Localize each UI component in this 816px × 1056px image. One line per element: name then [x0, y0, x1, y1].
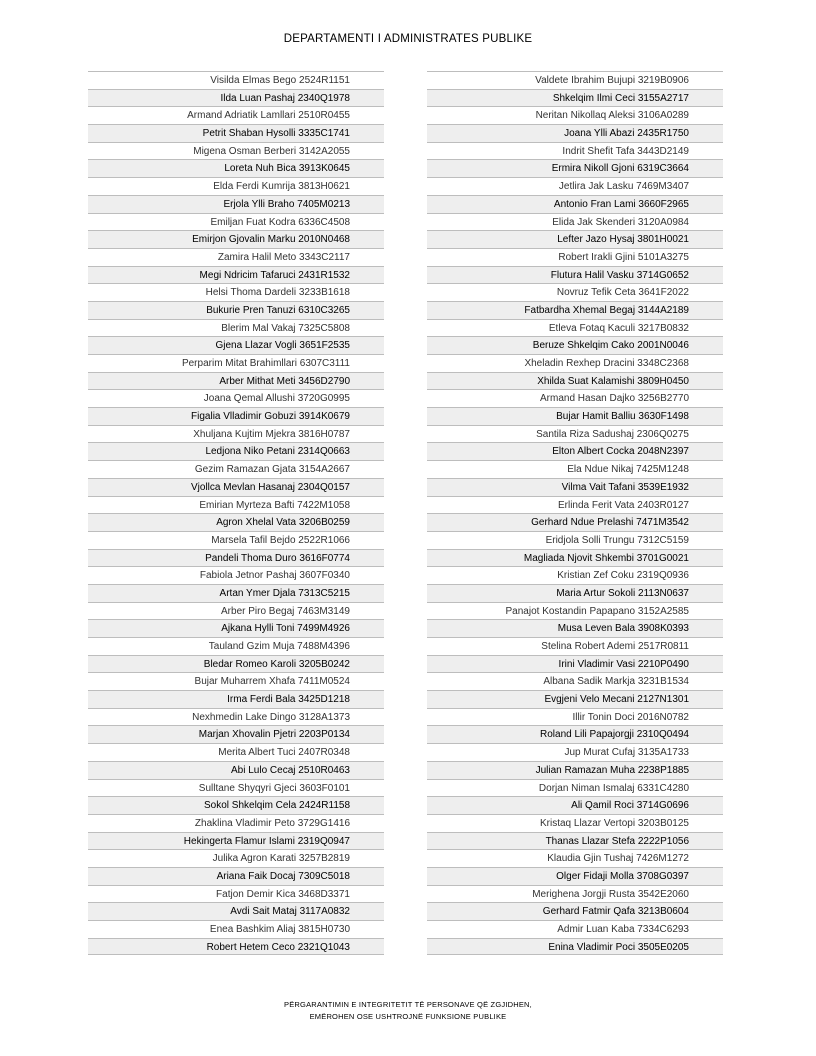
footer — [0, 999, 816, 1023]
list-item: Marjan Xhovalin Pjetri 2203P0134 — [88, 725, 384, 743]
list-item: Visilda Elmas Bego 2524R1151 — [88, 71, 384, 89]
list-item: Irma Ferdi Bala 3425D1218 — [88, 690, 384, 708]
list-item: Jetlira Jak Lasku 7469M3407 — [427, 177, 723, 195]
list-item: Marsela Tafil Bejdo 2522R1066 — [88, 531, 384, 549]
list-item: Pandeli Thoma Duro 3616F0774 — [88, 549, 384, 567]
list-item: Armand Adriatik Lamllari 2510R0455 — [88, 106, 384, 124]
list-item: Bukurie Pren Tanuzi 6310C3265 — [88, 301, 384, 319]
list-item: Kristaq Llazar Vertopi 3203B0125 — [427, 814, 723, 832]
list-item: Joana Ylli Abazi 2435R1750 — [427, 124, 723, 142]
footer-line-2: EMËROHEN OSE USHTROJNË FUNKSIONE PUBLIKE — [309, 1012, 507, 1021]
list-item: Erlinda Ferit Vata 2403R0127 — [427, 496, 723, 514]
list-item: Emiljan Fuat Kodra 6336C4508 — [88, 213, 384, 231]
list-item: Sulltane Shyqyri Gjeci 3603F0101 — [88, 779, 384, 797]
list-item: Blerim Mal Vakaj 7325C5808 — [88, 319, 384, 337]
list-item: Klaudia Gjin Tushaj 7426M1272 — [427, 849, 723, 867]
list-item: Tauland Gzim Muja 7488M4396 — [88, 637, 384, 655]
list-item: Megi Ndricim Tafaruci 2431R1532 — [88, 266, 384, 284]
list-item: Albana Sadik Markja 3231B1534 — [427, 672, 723, 690]
list-item: Elton Albert Cocka 2048N2397 — [427, 442, 723, 460]
list-item: Zhaklina Vladimir Peto 3729G1416 — [88, 814, 384, 832]
list-item: Eridjola Solli Trungu 7312C5159 — [427, 531, 723, 549]
list-item: Avdi Sait Mataj 3117A0832 — [88, 902, 384, 920]
list-item: Ali Qamil Roci 3714G0696 — [427, 796, 723, 814]
list-item: Olger Fidaji Molla 3708G0397 — [427, 867, 723, 885]
list-item: Admir Luan Kaba 7334C6293 — [427, 920, 723, 938]
list-item: Valdete Ibrahim Bujupi 3219B0906 — [427, 71, 723, 89]
list-item: Jup Murat Cufaj 3135A1733 — [427, 743, 723, 761]
list-item: Emirian Myrteza Bafti 7422M1058 — [88, 496, 384, 514]
list-item: Dorjan Niman Ismalaj 6331C4280 — [427, 779, 723, 797]
list-item: Shkelqim Ilmi Ceci 3155A2717 — [427, 89, 723, 107]
list-item: Gerhard Ndue Prelashi 7471M3542 — [427, 513, 723, 531]
list-item: Beruze Shkelqim Cako 2001N0046 — [427, 336, 723, 354]
list-item: Xheladin Rexhep Dracini 3348C2368 — [427, 354, 723, 372]
list-item: Antonio Fran Lami 3660F2965 — [427, 195, 723, 213]
list-item: Roland Lili Papajorgji 2310Q0494 — [427, 725, 723, 743]
list-item: Agron Xhelal Vata 3206B0259 — [88, 513, 384, 531]
list-item: Thanas Llazar Stefa 2222P1056 — [427, 832, 723, 850]
list-item: Petrit Shaban Hysolli 3335C1741 — [88, 124, 384, 142]
list-item: Xhilda Suat Kalamishi 3809H0450 — [427, 372, 723, 390]
list-item: Ilda Luan Pashaj 2340Q1978 — [88, 89, 384, 107]
right-name-column — [427, 71, 723, 955]
list-item: Bujar Hamit Balliu 3630F1498 — [427, 407, 723, 425]
list-item: Vilma Vait Tafani 3539E1932 — [427, 478, 723, 496]
list-item: Merighena Jorgji Rusta 3542E2060 — [427, 885, 723, 903]
list-item: Perparim Mitat Brahimllari 6307C3111 — [88, 354, 384, 372]
list-item: Enea Bashkim Aliaj 3815H0730 — [88, 920, 384, 938]
list-item: Vjollca Mevlan Hasanaj 2304Q0157 — [88, 478, 384, 496]
list-item: Ermira Nikoll Gjoni 6319C3664 — [427, 159, 723, 177]
list-item: Enina Vladimir Poci 3505E0205 — [427, 938, 723, 956]
list-item: Evgjeni Velo Mecani 2127N1301 — [427, 690, 723, 708]
list-item: Flutura Halil Vasku 3714G0652 — [427, 266, 723, 284]
list-item: Maria Artur Sokoli 2113N0637 — [427, 584, 723, 602]
list-item: Etleva Fotaq Kaculi 3217B0832 — [427, 319, 723, 337]
list-item: Kristian Zef Coku 2319Q0936 — [427, 566, 723, 584]
list-item: Arber Mithat Meti 3456D2790 — [88, 372, 384, 390]
list-item: Novruz Tefik Ceta 3641F2022 — [427, 283, 723, 301]
list-item: Arber Piro Begaj 7463M3149 — [88, 602, 384, 620]
list-item: Zamira Halil Meto 3343C2117 — [88, 248, 384, 266]
list-item: Hekingerta Flamur Islami 2319Q0947 — [88, 832, 384, 850]
list-item: Panajot Kostandin Papapano 3152A2585 — [427, 602, 723, 620]
list-item: Artan Ymer Djala 7313C5215 — [88, 584, 384, 602]
list-item: Illir Tonin Doci 2016N0782 — [427, 708, 723, 726]
list-item: Emirjon Gjovalin Marku 2010N0468 — [88, 230, 384, 248]
list-item: Ledjona Niko Petani 2314Q0663 — [88, 442, 384, 460]
footer-line-1: PËRGARANTIMIN E INTEGRITETIT TË PERSONAVE QË ZGJIDHEN, — [284, 1000, 532, 1009]
page-title: DEPARTAMENTI I ADMINISTRATES PUBLIKE — [283, 33, 533, 45]
list-item: Erjola Ylli Braho 7405M0213 — [88, 195, 384, 213]
list-item: Lefter Jazo Hysaj 3801H0021 — [427, 230, 723, 248]
left-name-column — [88, 71, 384, 955]
list-item: Elida Jak Skenderi 3120A0984 — [427, 213, 723, 231]
list-item: Ajkana Hylli Toni 7499M4926 — [88, 619, 384, 637]
list-item: Julika Agron Karati 3257B2819 — [88, 849, 384, 867]
list-item: Gjena Llazar Vogli 3651F2535 — [88, 336, 384, 354]
list-item: Bledar Romeo Karoli 3205B0242 — [88, 655, 384, 673]
list-item: Fabiola Jetnor Pashaj 3607F0340 — [88, 566, 384, 584]
list-item: Stelina Robert Ademi 2517R0811 — [427, 637, 723, 655]
list-item: Sokol Shkelqim Cela 2424R1158 — [88, 796, 384, 814]
list-item: Ariana Faik Docaj 7309C5018 — [88, 867, 384, 885]
list-item: Gezim Ramazan Gjata 3154A2667 — [88, 460, 384, 478]
list-item: Migena Osman Berberi 3142A2055 — [88, 142, 384, 160]
list-item: Bujar Muharrem Xhafa 7411M0524 — [88, 672, 384, 690]
list-item: Robert Irakli Gjini 5101A3275 — [427, 248, 723, 266]
list-item: Santila Riza Sadushaj 2306Q0275 — [427, 425, 723, 443]
list-item: Fatbardha Xhemal Begaj 3144A2189 — [427, 301, 723, 319]
list-item: Abi Lulo Cecaj 2510R0463 — [88, 761, 384, 779]
list-item: Xhuljana Kujtim Mjekra 3816H0787 — [88, 425, 384, 443]
list-item: Neritan Nikollaq Aleksi 3106A0289 — [427, 106, 723, 124]
list-item: Gerhard Fatmir Qafa 3213B0604 — [427, 902, 723, 920]
list-item: Robert Hetem Ceco 2321Q1043 — [88, 938, 384, 956]
list-item: Indrit Shefit Tafa 3443D2149 — [427, 142, 723, 160]
list-item: Figalia Vlladimir Gobuzi 3914K0679 — [88, 407, 384, 425]
list-item: Musa Leven Bala 3908K0393 — [427, 619, 723, 637]
list-item: Merita Albert Tuci 2407R0348 — [88, 743, 384, 761]
list-item: Elda Ferdi Kumrija 3813H0621 — [88, 177, 384, 195]
list-item: Loreta Nuh Bica 3913K0645 — [88, 159, 384, 177]
list-item: Armand Hasan Dajko 3256B2770 — [427, 389, 723, 407]
list-item: Helsi Thoma Dardeli 3233B1618 — [88, 283, 384, 301]
list-item: Ela Ndue Nikaj 7425M1248 — [427, 460, 723, 478]
list-item: Magliada Njovit Shkembi 3701G0021 — [427, 549, 723, 567]
list-item: Irini Vladimir Vasi 2210P0490 — [427, 655, 723, 673]
list-item: Fatjon Demir Kica 3468D3371 — [88, 885, 384, 903]
list-item: Joana Qemal Allushi 3720G0995 — [88, 389, 384, 407]
list-item: Julian Ramazan Muha 2238P1885 — [427, 761, 723, 779]
list-item: Nexhmedin Lake Dingo 3128A1373 — [88, 708, 384, 726]
